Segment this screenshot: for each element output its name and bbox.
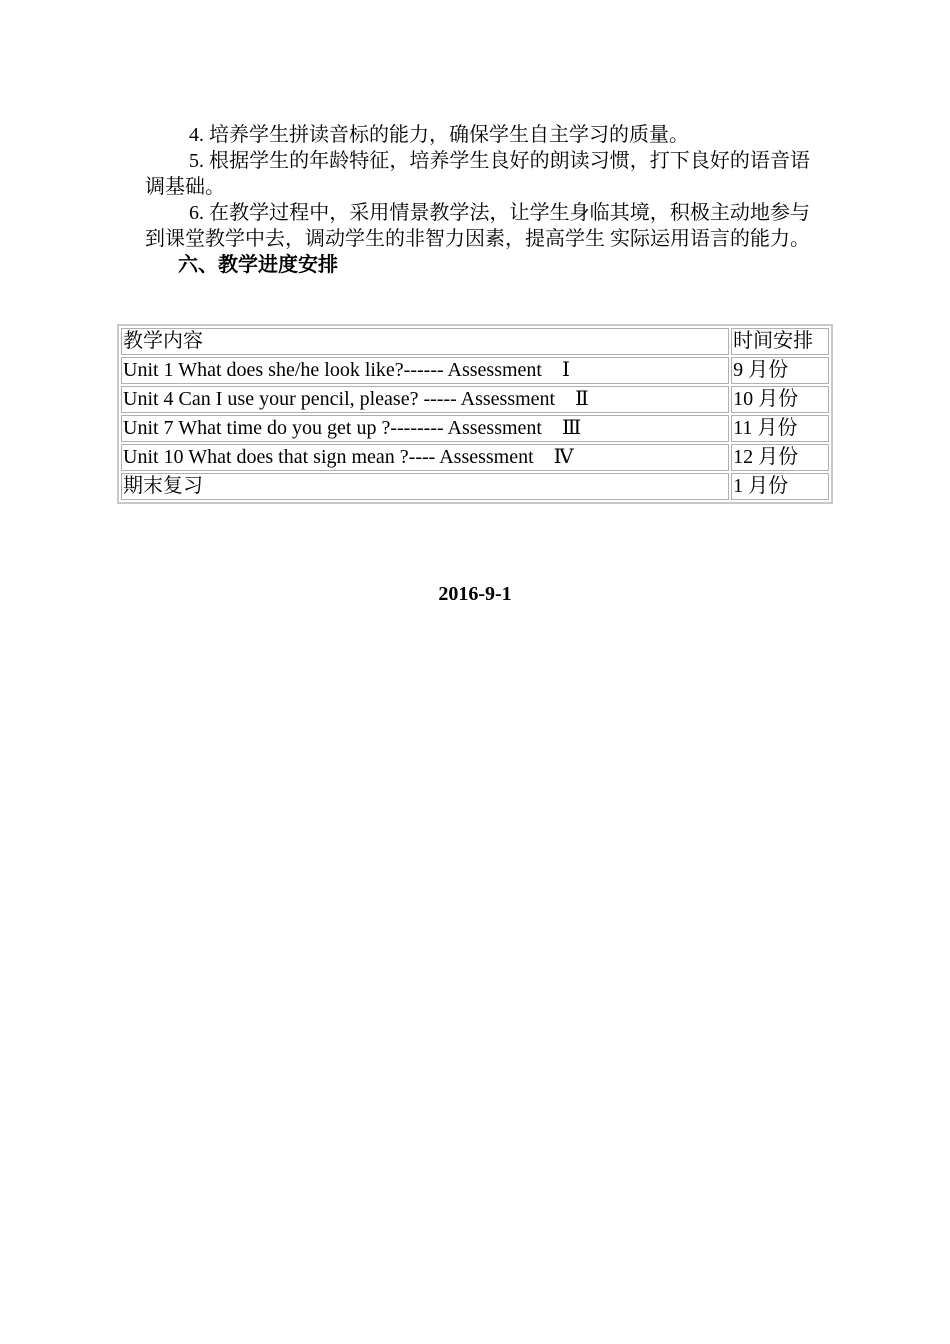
table-row: [121, 473, 829, 500]
table-row: [121, 357, 829, 384]
section-heading: 六、教学进度安排: [178, 254, 338, 276]
document-date: 2016-9-1: [438, 583, 512, 605]
paragraph-item-6: 6. 在教学过程中，采用情景教学法，让学生身临其境，积极主动地参与到课堂教学中去，调动学生的非智力因素，提高学生 实际运用语言的能力。: [145, 202, 810, 250]
table-cell-time: 9 月份: [731, 357, 829, 384]
table-cell-content: Unit 7 What time do you get up ?-------- Assessment Ⅲ: [121, 415, 729, 442]
table-cell-content: 期末复习: [121, 473, 729, 500]
table-row: [121, 415, 829, 442]
table-row: [121, 386, 829, 413]
document-body: [145, 122, 810, 278]
table-header-row: [121, 328, 829, 355]
table-row: [121, 444, 829, 471]
table-cell-time: 11 月份: [731, 415, 829, 442]
paragraph-item-4: 4. 培养学生拼读音标的能力，确保学生自主学习的质量。: [189, 124, 689, 146]
table-cell-time: 12 月份: [731, 444, 829, 471]
table-cell-content: Unit 1 What does she/he look like?------ Assessment Ⅰ: [121, 357, 729, 384]
table-cell-time: 10 月份: [731, 386, 829, 413]
schedule-table: [117, 324, 833, 504]
header-cell-content: 教学内容: [121, 328, 729, 355]
header-cell-time: 时间安排: [731, 328, 829, 355]
table-cell-content: Unit 4 Can I use your pencil, please? ----- Assessment Ⅱ: [121, 386, 729, 413]
table-cell-content: Unit 10 What does that sign mean ?---- Assessment Ⅳ: [121, 444, 729, 471]
paragraph-item-5: 5. 根据学生的年龄特征，培养学生良好的朗读习惯，打下良好的语音语调基础。: [145, 150, 810, 198]
table-cell-time: 1 月份: [731, 473, 829, 500]
